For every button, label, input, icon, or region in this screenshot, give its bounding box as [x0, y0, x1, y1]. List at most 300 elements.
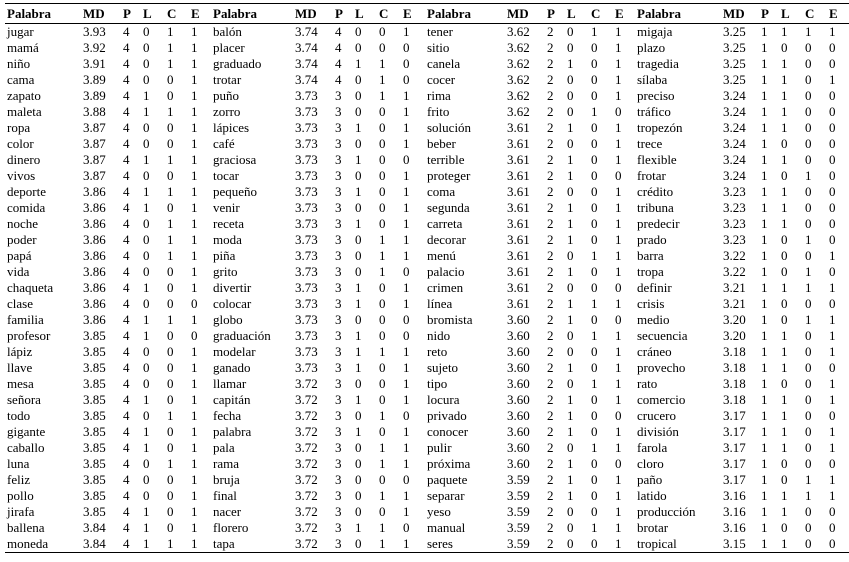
cell-p: 2: [547, 248, 554, 263]
cell-l: 0: [143, 232, 150, 247]
cell-p: 1: [761, 312, 768, 327]
cell-l: 0: [143, 24, 150, 39]
cell-word: cocer: [427, 72, 456, 87]
cell-l: 0: [355, 72, 362, 87]
cell-p: 4: [123, 120, 130, 135]
header-p-group-4: P: [761, 6, 769, 21]
cell-c: 1: [805, 472, 812, 487]
cell-p: 2: [547, 280, 554, 295]
cell-word: producción: [637, 504, 696, 519]
cell-p: 3: [335, 120, 342, 135]
cell-p: 1: [761, 392, 768, 407]
table-row: [5, 120, 849, 136]
cell-e: 1: [191, 24, 198, 39]
cell-c: 0: [379, 104, 386, 119]
cell-e: 1: [403, 280, 410, 295]
cell-word: canela: [427, 56, 461, 71]
cell-e: 0: [191, 328, 198, 343]
cell-p: 4: [123, 264, 130, 279]
cell-word: globo: [213, 312, 243, 327]
cell-c: 0: [591, 280, 598, 295]
cell-c: 0: [379, 296, 386, 311]
cell-p: 3: [335, 136, 342, 151]
cell-md: 3.25: [723, 40, 746, 55]
cell-e: 1: [191, 88, 198, 103]
cell-l: 0: [143, 168, 150, 183]
cell-c: 0: [805, 152, 812, 167]
cell-e: 1: [615, 120, 622, 135]
table-row: [5, 168, 849, 184]
cell-p: 4: [123, 392, 130, 407]
cell-l: 0: [143, 376, 150, 391]
cell-md: 3.87: [83, 120, 106, 135]
cell-md: 3.74: [295, 56, 318, 71]
cell-md: 3.23: [723, 200, 746, 215]
cell-word: mesa: [7, 376, 34, 391]
cell-e: 1: [615, 184, 622, 199]
cell-word: moneda: [7, 536, 49, 551]
cell-word: vivos: [7, 168, 36, 183]
cell-md: 3.59: [507, 520, 530, 535]
cell-md: 3.18: [723, 344, 746, 359]
cell-l: 1: [355, 392, 362, 407]
cell-e: 0: [829, 296, 836, 311]
cell-c: 0: [167, 72, 174, 87]
cell-l: 1: [355, 216, 362, 231]
cell-word: tropa: [637, 264, 664, 279]
cell-l: 0: [143, 72, 150, 87]
cell-c: 0: [805, 424, 812, 439]
cell-word: segunda: [427, 200, 470, 215]
cell-word: latido: [637, 488, 667, 503]
cell-p: 2: [547, 24, 554, 39]
cell-c: 0: [167, 520, 174, 535]
cell-md: 3.15: [723, 536, 746, 551]
header-l-group-1: L: [143, 6, 152, 21]
cell-c: 0: [167, 488, 174, 503]
cell-e: 1: [191, 40, 198, 55]
cell-md: 3.73: [295, 152, 318, 167]
cell-word: manual: [427, 520, 466, 535]
cell-p: 1: [761, 56, 768, 71]
cell-e: 1: [191, 216, 198, 231]
cell-e: 1: [615, 200, 622, 215]
cell-md: 3.60: [507, 344, 530, 359]
cell-md: 3.60: [507, 312, 530, 327]
cell-p: 4: [123, 376, 130, 391]
cell-l: 1: [143, 152, 150, 167]
cell-p: 3: [335, 264, 342, 279]
cell-e: 1: [191, 200, 198, 215]
cell-md: 3.73: [295, 216, 318, 231]
cell-e: 1: [829, 312, 836, 327]
cell-word: decorar: [427, 232, 466, 247]
cell-l: 1: [781, 344, 788, 359]
cell-p: 3: [335, 408, 342, 423]
cell-l: 1: [567, 392, 574, 407]
cell-p: 2: [547, 536, 554, 551]
cell-md: 3.86: [83, 216, 106, 231]
cell-word: venir: [213, 200, 240, 215]
cell-word: todo: [7, 408, 31, 423]
cell-l: 0: [567, 248, 574, 263]
cell-word: locura: [427, 392, 460, 407]
cell-p: 1: [761, 216, 768, 231]
cell-word: tapa: [213, 536, 235, 551]
cell-p: 4: [123, 488, 130, 503]
header-e-group-2: E: [403, 6, 412, 21]
cell-md: 3.60: [507, 440, 530, 455]
cell-c: 0: [379, 200, 386, 215]
cell-p: 4: [123, 312, 130, 327]
cell-c: 1: [591, 376, 598, 391]
cell-md: 3.18: [723, 392, 746, 407]
cell-p: 2: [547, 344, 554, 359]
cell-e: 1: [615, 264, 622, 279]
cell-word: provecho: [637, 360, 686, 375]
cell-word: bruja: [213, 472, 240, 487]
cell-word: solución: [427, 120, 472, 135]
cell-c: 0: [167, 296, 174, 311]
cell-e: 1: [615, 24, 622, 39]
cell-md: 3.61: [507, 216, 530, 231]
cell-md: 3.17: [723, 424, 746, 439]
cell-l: 1: [781, 216, 788, 231]
cell-c: 1: [379, 56, 386, 71]
cell-c: 0: [379, 392, 386, 407]
cell-l: 0: [143, 56, 150, 71]
cell-md: 3.62: [507, 40, 530, 55]
cell-word: rima: [427, 88, 451, 103]
cell-e: 1: [191, 424, 198, 439]
cell-p: 2: [547, 232, 554, 247]
cell-e: 1: [403, 440, 410, 455]
table-header: [5, 4, 849, 24]
cell-c: 1: [591, 104, 598, 119]
cell-p: 2: [547, 504, 554, 519]
cell-c: 0: [167, 168, 174, 183]
cell-word: frotar: [637, 168, 666, 183]
cell-c: 1: [805, 168, 812, 183]
cell-word: rama: [213, 456, 239, 471]
cell-word: palabra: [213, 424, 252, 439]
cell-l: 0: [567, 280, 574, 295]
cell-c: 0: [591, 120, 598, 135]
cell-c: 0: [167, 504, 174, 519]
cell-e: 1: [191, 520, 198, 535]
table-row: [5, 152, 849, 168]
cell-p: 4: [123, 200, 130, 215]
cell-md: 3.20: [723, 328, 746, 343]
table-row: [5, 392, 849, 408]
cell-c: 0: [591, 200, 598, 215]
cell-p: 1: [761, 24, 768, 39]
header-l-group-4: L: [781, 6, 790, 21]
cell-p: 2: [547, 488, 554, 503]
table-row: [5, 312, 849, 328]
cell-word: crucero: [637, 408, 676, 423]
header-md-group-1: MD: [83, 6, 105, 21]
cell-word: zorro: [213, 104, 241, 119]
cell-e: 1: [829, 248, 836, 263]
cell-e: 0: [829, 520, 836, 535]
cell-md: 3.73: [295, 296, 318, 311]
cell-l: 1: [143, 280, 150, 295]
cell-e: 1: [191, 344, 198, 359]
cell-md: 3.72: [295, 392, 318, 407]
cell-e: 0: [403, 312, 410, 327]
cell-e: 0: [829, 360, 836, 375]
header-e-group-3: E: [615, 6, 624, 21]
cell-c: 1: [591, 440, 598, 455]
cell-e: 1: [191, 232, 198, 247]
cell-c: 0: [379, 40, 386, 55]
cell-p: 2: [547, 296, 554, 311]
cell-p: 1: [761, 472, 768, 487]
cell-l: 0: [355, 456, 362, 471]
cell-e: 1: [403, 376, 410, 391]
cell-p: 3: [335, 312, 342, 327]
cell-l: 1: [781, 104, 788, 119]
cell-p: 3: [335, 440, 342, 455]
cell-c: 0: [167, 360, 174, 375]
cell-e: 1: [829, 472, 836, 487]
cell-p: 4: [335, 24, 342, 39]
cell-e: 1: [403, 456, 410, 471]
cell-p: 4: [123, 24, 130, 39]
cell-p: 4: [123, 520, 130, 535]
table-row: [5, 504, 849, 520]
cell-c: 1: [167, 536, 174, 551]
cell-md: 3.85: [83, 440, 106, 455]
cell-word: maleta: [7, 104, 42, 119]
cell-l: 0: [567, 88, 574, 103]
cell-l: 0: [355, 200, 362, 215]
cell-word: coma: [427, 184, 456, 199]
cell-l: 0: [781, 232, 788, 247]
cell-l: 0: [567, 440, 574, 455]
cell-c: 1: [805, 280, 812, 295]
cell-l: 0: [567, 344, 574, 359]
cell-e: 1: [829, 440, 836, 455]
cell-c: 0: [591, 392, 598, 407]
cell-p: 3: [335, 360, 342, 375]
cell-e: 1: [403, 360, 410, 375]
cell-l: 0: [567, 328, 574, 343]
cell-p: 4: [123, 344, 130, 359]
cell-l: 0: [567, 104, 574, 119]
cell-p: 1: [761, 232, 768, 247]
cell-l: 0: [567, 504, 574, 519]
cell-c: 0: [167, 280, 174, 295]
table-row: [5, 440, 849, 456]
cell-c: 0: [805, 408, 812, 423]
cell-e: 1: [403, 24, 410, 39]
cell-md: 3.23: [723, 216, 746, 231]
cell-md: 3.61: [507, 200, 530, 215]
cell-c: 1: [167, 312, 174, 327]
cell-p: 1: [761, 536, 768, 551]
cell-e: 1: [403, 488, 410, 503]
cell-word: tribuna: [637, 200, 674, 215]
cell-word: graduado: [213, 56, 262, 71]
cell-p: 4: [123, 232, 130, 247]
cell-e: 1: [615, 88, 622, 103]
header-word-group-3: Palabra: [427, 6, 472, 21]
table-row: [5, 72, 849, 88]
cell-l: 0: [567, 24, 574, 39]
cell-l: 1: [781, 88, 788, 103]
cell-md: 3.17: [723, 440, 746, 455]
cell-word: tipo: [427, 376, 448, 391]
cell-md: 3.20: [723, 312, 746, 327]
cell-p: 1: [761, 120, 768, 135]
cell-c: 1: [167, 184, 174, 199]
cell-l: 1: [143, 328, 150, 343]
cell-word: línea: [427, 296, 453, 311]
cell-md: 3.61: [507, 280, 530, 295]
word-table-container: [5, 3, 845, 553]
cell-l: 1: [781, 360, 788, 375]
cell-p: 2: [547, 264, 554, 279]
header-p-group-3: P: [547, 6, 555, 21]
cell-e: 1: [191, 456, 198, 471]
cell-md: 3.60: [507, 424, 530, 439]
cell-l: 0: [355, 168, 362, 183]
cell-word: plazo: [637, 40, 666, 55]
cell-p: 3: [335, 200, 342, 215]
cell-l: 1: [143, 104, 150, 119]
cell-word: poder: [7, 232, 37, 247]
cell-e: 1: [615, 248, 622, 263]
cell-l: 1: [567, 424, 574, 439]
cell-c: 0: [591, 216, 598, 231]
table-row: [5, 136, 849, 152]
cell-p: 2: [547, 88, 554, 103]
cell-e: 1: [403, 536, 410, 551]
cell-l: 1: [355, 360, 362, 375]
cell-p: 4: [123, 456, 130, 471]
cell-p: 1: [761, 184, 768, 199]
cell-p: 4: [123, 136, 130, 151]
cell-e: 1: [615, 424, 622, 439]
table-row: [5, 376, 849, 392]
cell-l: 0: [355, 488, 362, 503]
cell-l: 0: [355, 88, 362, 103]
cell-p: 1: [761, 328, 768, 343]
cell-c: 0: [591, 536, 598, 551]
cell-word: rato: [637, 376, 658, 391]
cell-word: puño: [213, 88, 239, 103]
cell-p: 4: [123, 40, 130, 55]
cell-c: 0: [167, 120, 174, 135]
header-c-group-1: C: [167, 6, 177, 21]
cell-md: 3.59: [507, 504, 530, 519]
cell-e: 0: [829, 88, 836, 103]
table-body: [5, 24, 849, 553]
header-word-group-4: Palabra: [637, 6, 682, 21]
cell-c: 0: [379, 504, 386, 519]
cell-word: caballo: [7, 440, 45, 455]
cell-c: 1: [805, 24, 812, 39]
cell-e: 0: [829, 120, 836, 135]
cell-l: 1: [355, 520, 362, 535]
cell-e: 0: [829, 184, 836, 199]
cell-l: 1: [143, 440, 150, 455]
cell-l: 0: [355, 264, 362, 279]
cell-l: 0: [355, 536, 362, 551]
cell-word: pala: [213, 440, 235, 455]
table-row: [5, 488, 849, 504]
cell-p: 1: [761, 200, 768, 215]
cell-word: pequeño: [213, 184, 258, 199]
cell-e: 1: [191, 488, 198, 503]
cell-l: 1: [781, 408, 788, 423]
cell-e: 1: [615, 344, 622, 359]
cell-l: 1: [781, 152, 788, 167]
cell-l: 0: [143, 264, 150, 279]
cell-c: 1: [379, 488, 386, 503]
cell-e: 1: [191, 360, 198, 375]
cell-md: 3.93: [83, 24, 106, 39]
cell-c: 0: [167, 136, 174, 151]
cell-c: 0: [379, 328, 386, 343]
cell-l: 0: [781, 376, 788, 391]
cell-c: 0: [805, 248, 812, 263]
header-c-group-4: C: [805, 6, 815, 21]
cell-l: 1: [143, 184, 150, 199]
cell-e: 1: [191, 376, 198, 391]
table-row: [5, 88, 849, 104]
cell-word: tocar: [213, 168, 239, 183]
cell-p: 4: [335, 56, 342, 71]
cell-c: 0: [591, 168, 598, 183]
table-row: [5, 456, 849, 472]
cell-word: divertir: [213, 280, 252, 295]
cell-e: 0: [615, 280, 622, 295]
cell-l: 0: [567, 40, 574, 55]
cell-md: 3.86: [83, 248, 106, 263]
cell-word: luna: [7, 456, 30, 471]
cell-c: 1: [591, 24, 598, 39]
cell-word: proteger: [427, 168, 471, 183]
cell-l: 1: [143, 392, 150, 407]
cell-e: 0: [829, 232, 836, 247]
cell-word: vida: [7, 264, 30, 279]
cell-md: 3.62: [507, 72, 530, 87]
cell-word: fecha: [213, 408, 242, 423]
cell-md: 3.21: [723, 280, 746, 295]
cell-md: 3.72: [295, 376, 318, 391]
cell-md: 3.61: [507, 296, 530, 311]
cell-p: 2: [547, 104, 554, 119]
cell-c: 0: [805, 296, 812, 311]
header-row: [5, 4, 849, 24]
cell-word: placer: [213, 40, 245, 55]
cell-word: crimen: [427, 280, 464, 295]
cell-word: jirafa: [7, 504, 35, 519]
cell-e: 1: [829, 488, 836, 503]
cell-c: 1: [379, 248, 386, 263]
cell-e: 1: [403, 88, 410, 103]
table-row: [5, 536, 849, 553]
cell-p: 3: [335, 88, 342, 103]
header-e-group-1: E: [191, 6, 200, 21]
cell-p: 2: [547, 120, 554, 135]
header-p-group-2: P: [335, 6, 343, 21]
cell-l: 0: [143, 344, 150, 359]
cell-md: 3.86: [83, 264, 106, 279]
